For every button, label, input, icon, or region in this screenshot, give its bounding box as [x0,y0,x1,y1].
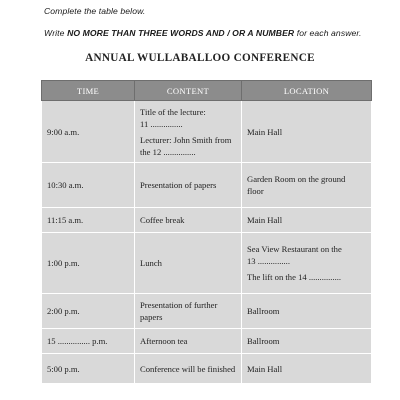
cell-content [135,101,242,163]
cell-content-line: Presentation of further [140,300,218,310]
cell-time: 11:15 a.m. [42,208,135,233]
cell-content-line: Afternoon tea [140,336,188,346]
header-time: TIME [42,81,135,101]
cell-time: 5:00 p.m. [42,354,135,384]
cell-content [135,163,242,208]
table-body [42,101,372,384]
cell-time: 2:00 p.m. [42,294,135,329]
cell-content-line: Lecturer: John Smith from [140,134,232,145]
cell-location [242,163,372,208]
cell-time: 10:30 a.m. [42,163,135,208]
cell-time: 9:00 a.m. [42,101,135,163]
cell-location [242,294,372,329]
cell-location [242,329,372,354]
cell-time: 1:00 p.m. [42,233,135,294]
cell-content [135,233,242,294]
table-row [42,354,372,384]
cell-content [135,208,242,233]
table-row [42,208,372,233]
cell-content [135,329,242,354]
cell-content [135,354,242,384]
cell-time: 15 ............... p.m. [42,329,135,354]
cell-content-line: the 12 ............... [140,146,196,157]
cell-content-line: Coffee break [140,215,185,225]
cell-content [135,294,242,329]
instruction-word-limit: NO MORE THAN THREE WORDS AND / OR A NUMBER [67,28,295,38]
table-header-row [42,81,372,101]
cell-location-line: floor [247,186,264,196]
cell-content-line: Presentation of papers [140,180,217,190]
cell-location-line: The lift on the 14 ............... [247,272,342,282]
cell-location-line: 13 ............... [247,256,290,266]
table-row [42,101,372,163]
cell-location-line: Main Hall [247,215,283,225]
table-row [42,329,372,354]
instruction-line-2 [44,28,362,38]
conference-table [41,80,372,384]
instruction-prefix: Write [44,28,65,38]
cell-content-line: papers [140,312,163,322]
cell-location [242,354,372,384]
cell-content-line: Conference will be finished [140,363,236,374]
header-content: CONTENT [135,81,242,101]
cell-location-line: Sea View Restaurant on the [247,244,342,254]
table-row [42,233,372,294]
table-row [42,163,372,208]
header-location: LOCATION [242,81,372,101]
instruction-line-1: Complete the table below. [44,6,146,16]
cell-location-line: Main Hall [247,363,283,374]
table-row [42,294,372,329]
cell-content-line: Title of the lecture: [140,106,206,117]
instruction-suffix: for each answer. [296,28,362,38]
cell-location-line: Ballroom [247,306,280,316]
cell-location-line: Main Hall [247,126,283,137]
cell-location [242,208,372,233]
cell-location [242,233,372,294]
page-title: ANNUAL WULLABALLOO CONFERENCE [85,52,315,64]
cell-content-line: Lunch [140,258,162,268]
cell-location-line: Garden Room on the ground [247,174,346,184]
cell-content-line: 11 ............... [140,118,183,129]
cell-location [242,101,372,163]
cell-location-line: Ballroom [247,336,280,346]
